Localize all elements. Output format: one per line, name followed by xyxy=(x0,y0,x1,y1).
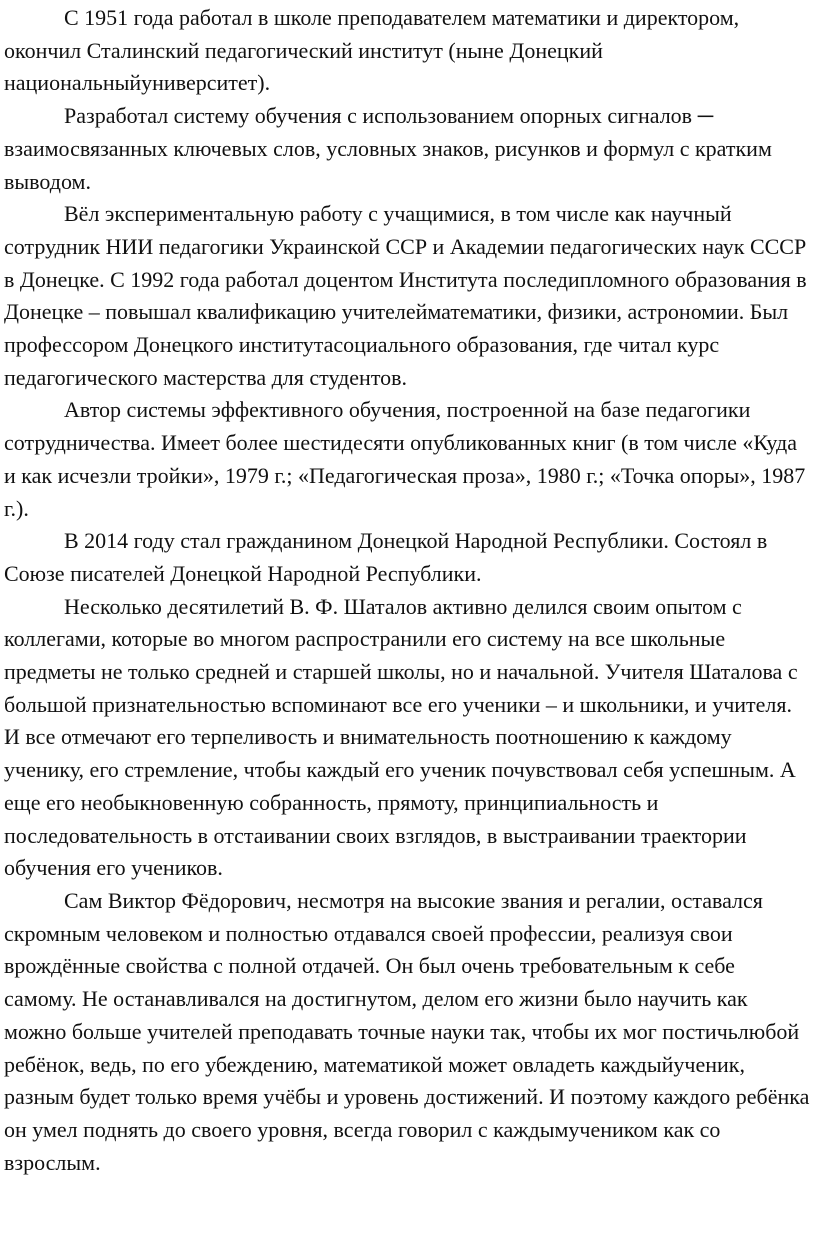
paragraph-teaching-system: Разработал систему обучения с использованием опорных сигналов ─ взаимосвязанных ключевых слов, условных знаков, рисунков и формул с кратким выводом. xyxy=(4,103,772,194)
paragraph-sharing-experience: Несколько десятилетий В. Ф. Шаталов активно делился своим опытом с коллегами, которые во многом распространили его систему на все школьные предметы не только средней и старшей школы, но и начальной. Учителя Шаталова с большой признательностью вспоминают все его ученики – и школьники, и учителя. И все отмечают его терпеливость и внимательность поотношению к каждому ученику, его стремление, чтобы каждый его ученик почувствовал себя успешным. А еще его необыкновенную собранность, прямоту, принципиальность и последовательность в отстаивании своих взглядов, в выстраивании траектории обучения его учеников. xyxy=(4,593,798,881)
paragraph-personal-qualities: Сам Виктор Фёдорович, несмотря на высокие звания и регалии, оставался скромным человеком и полностью отдавался своей профессии, реализуя свои врождённые свойства с полной отдачей. Он был очень требовательным к себе самому. Не останавливался на достигнутом, делом его жизни было научить как можно больше учителей преподавать точные науки так, чтобы их мог постичьлюбой ребёнок, ведь, по его убеждению, математикой может овладеть каждыйученик, разным будет только время учёбы и уровень достижений. И поэтому каждого ребёнка он умел поднять до своего уровня, всегда говорил с каждымучеником как со взрослым. xyxy=(4,887,810,1175)
paragraph-research-work: Вёл экспериментальную работу с учащимися, в том числе как научный сотрудник НИИ педагогики Украинской ССР и Академии педагогических наук СССР в Донецке. С 1992 года работал доцентом Института последипломного образования в Донецке – повышал квалификацию учителейматематики, физики, астрономии. Был профессором Донецкого институтасоциального образования, где читал курс педагогического мастерства для студентов. xyxy=(4,201,807,390)
paragraph-citizenship: В 2014 году стал гражданином Донецкой Народной Республики. Состоял в Союзе писателей Донецкой Народной Республики. xyxy=(4,528,768,586)
paragraph-biography-1951: С 1951 года работал в школе преподавателем математики и директором, окончил Сталинский педагогический институт (ныне Донецкий национальныйуниверситет). xyxy=(4,5,740,96)
paragraph-author-books: Автор системы эффективного обучения, построенной на базе педагогики сотрудничества. Имеет более шестидесяти опубликованных книг (в том числе «Куда и как исчезли тройки», 1979 г.; «Педагогическая проза», 1980 г.; «Точка опоры», 1987 г.). xyxy=(4,397,806,521)
